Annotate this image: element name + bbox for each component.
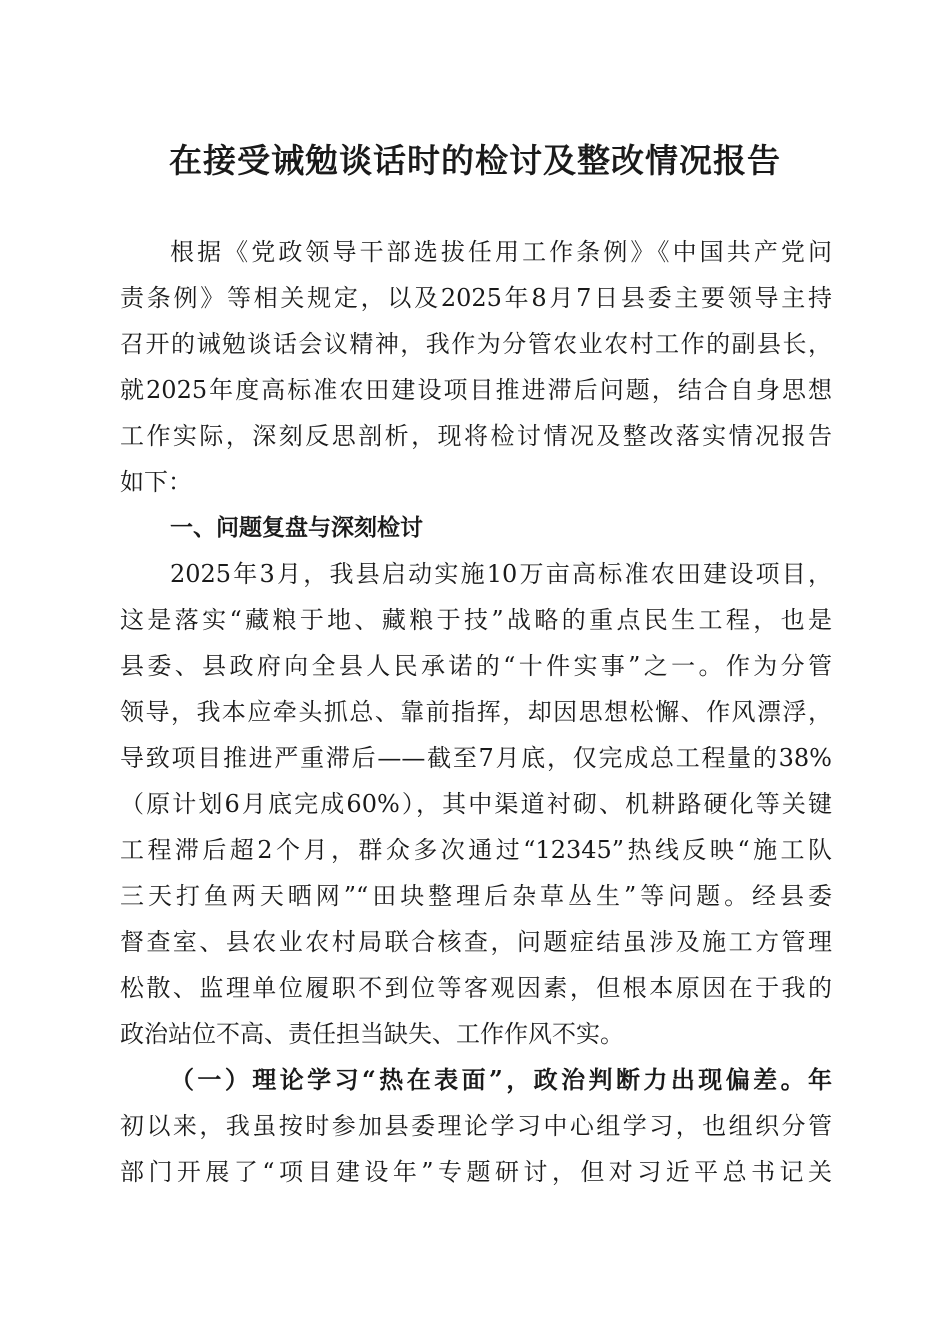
body-line: 如下： [120, 468, 192, 496]
body-line: 初以来，我虽按时参加县委理论学习中心组学习，也组织分管 [120, 1112, 832, 1140]
body-line: 召开的诫勉谈话会议精神，我作为分管农业农村工作的副县长， [120, 330, 832, 358]
body-line: 这是落实“藏粮于地、藏粮于技”战略的重点民生工程，也是 [120, 606, 832, 634]
body-line: （原计划6月底完成60%），其中渠道衬砌、机耕路硬化等关键 [120, 790, 832, 818]
body-line: 导致项目推进严重滞后——截至7月底，仅完成总工程量的38% [120, 744, 832, 772]
body-line: 部门开展了“项目建设年”专题研讨，但对习近平总书记关 [120, 1158, 832, 1186]
document-title: 在接受诫勉谈话时的检讨及整改情况报告 [169, 141, 781, 180]
body-line: 松散、监理单位履职不到位等客观因素，但根本原因在于我的 [120, 974, 832, 1002]
body-line: 领导，我本应牵头抓总、靠前指挥，却因思想松懈、作风漂浮， [120, 698, 832, 726]
body-line: 工作实际，深刻反思剖析，现将检讨情况及整改落实情况报告 [120, 422, 832, 450]
section-heading: 一、问题复盘与深刻检讨 [170, 515, 423, 541]
body-line: 根据《党政领导干部选拔任用工作条例》《中国共产党问 [170, 238, 832, 266]
body-line: 县委、县政府向全县人民承诺的“十件实事”之一。作为分管 [120, 652, 832, 680]
body-line: 2025年3月，我县启动实施10万亩高标准农田建设项目， [170, 560, 832, 588]
body-line: 责条例》等相关规定，以及2025年8月7日县委主要领导主持 [120, 284, 832, 312]
body-line: 政治站位不高、责任担当缺失、工作作风不实。 [120, 1020, 624, 1048]
body-line: 就2025年度高标准农田建设项目推进滞后问题，结合自身思想 [120, 376, 832, 404]
body-line: 三天打鱼两天晒网”“田块整理后杂草丛生”等问题。经县委 [120, 882, 832, 910]
body-line: 督查室、县农业农村局联合核查，问题症结虽涉及施工方管理 [120, 928, 832, 956]
body-line: 工程滞后超2个月，群众多次通过“12345”热线反映“施工队 [120, 836, 832, 864]
subsection-line: （一）理论学习“热在表面”，政治判断力出现偏差。年 [170, 1065, 832, 1094]
